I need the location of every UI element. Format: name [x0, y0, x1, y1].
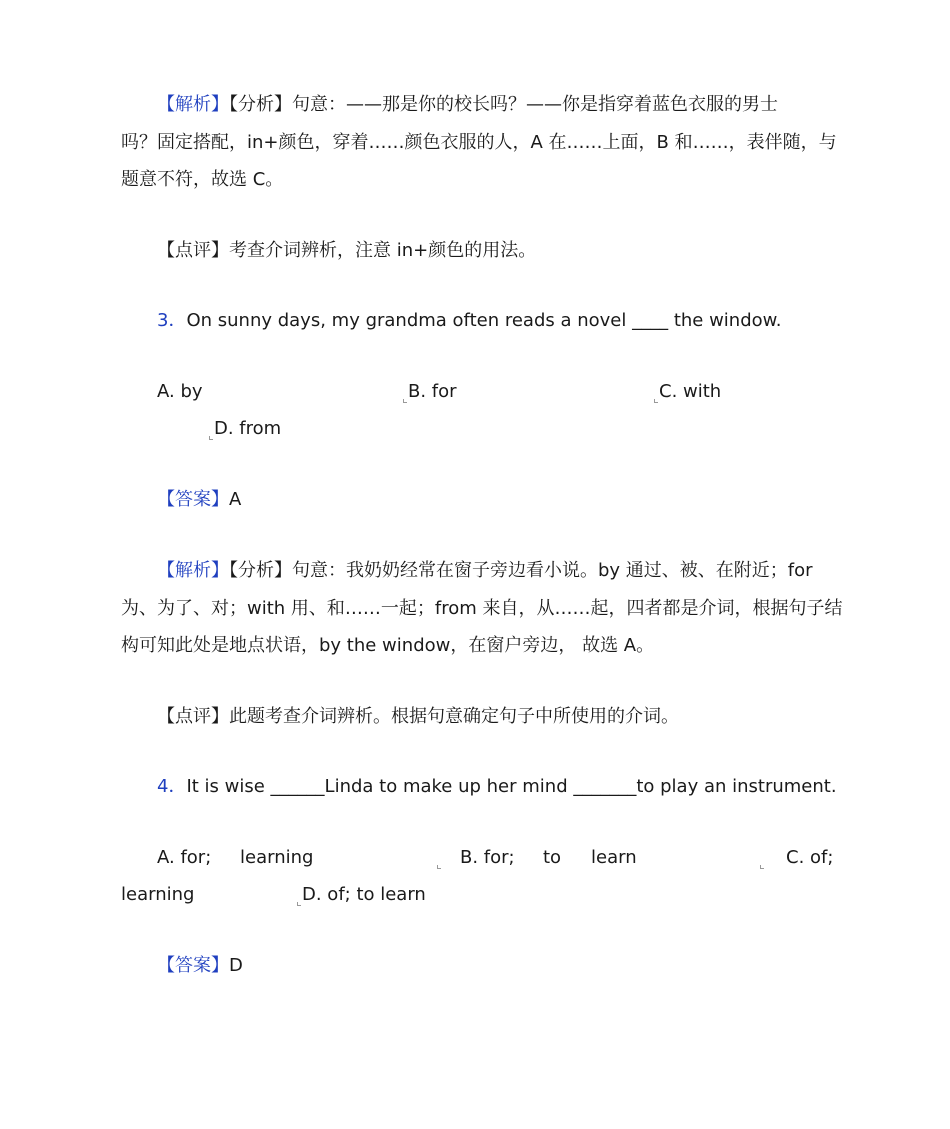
option-b-label: B. for; — [437, 846, 515, 870]
question-stem: It is wise ______Linda to make up her mind _______to play an instrument. — [186, 776, 837, 797]
anchor-mark-icon — [437, 865, 441, 869]
analysis-line-3: 构可知此处是地点状语，by the window，在窗户旁边， 故选 A。 — [121, 635, 655, 656]
comment-line: 【点评】此题考查介词辨析。根据句意确定句子中所使用的介词。 — [157, 706, 679, 727]
anchor-mark-icon — [297, 902, 301, 906]
anchor-mark-icon — [403, 399, 407, 403]
question-number: 3． — [157, 310, 187, 331]
question-4 — [157, 775, 837, 799]
analysis-line-2: 吗？固定搭配，in+颜色，穿着……颜色衣服的人，A 在……上面，B 和……，表伴随，与 — [121, 132, 837, 153]
option-d: D. from — [209, 417, 281, 441]
answer-value: D — [229, 955, 243, 976]
option-c-label: C. of; — [760, 846, 833, 870]
analysis-line-1 — [157, 93, 778, 117]
option-d: D. of; to learn — [297, 883, 426, 907]
analysis-tag: 【解析】 — [157, 560, 229, 581]
anchor-mark-icon — [209, 436, 213, 440]
question-stem: On sunny days, my grandma often reads a novel ____ the window. — [186, 310, 782, 331]
anchor-mark-icon — [760, 865, 764, 869]
question-number: 4． — [157, 776, 187, 797]
answer-line — [157, 954, 243, 978]
answer-tag: 【答案】 — [157, 489, 229, 510]
option-b-text-2: learn — [591, 847, 637, 868]
option-b-text-1: to — [543, 847, 562, 868]
analysis-text: 【分析】句意：我奶奶经常在窗子旁边看小说。by 通过、被、在附近；for — [229, 560, 813, 581]
option-b: B. for — [403, 380, 457, 404]
anchor-mark-icon — [654, 399, 658, 403]
answer-value: A — [229, 489, 242, 510]
analysis-line-2: 为、为了、对；with 用、和……一起；from 来自，从……起，四者都是介词，根据句子结 — [121, 598, 843, 619]
analysis-line-3: 题意不符，故选 C。 — [121, 169, 284, 190]
analysis-line-1 — [157, 559, 813, 583]
option-c: C. with — [654, 380, 721, 404]
option-a-text: learning — [240, 847, 314, 868]
analysis-tag: 【解析】 — [157, 94, 229, 115]
question-3 — [157, 309, 781, 333]
comment-line: 【点评】考查介词辨析，注意 in+颜色的用法。 — [157, 240, 537, 261]
option-a: A. by — [157, 381, 203, 402]
option-c-text: learning — [121, 884, 195, 905]
option-a-label: A. for; — [157, 847, 212, 868]
answer-tag: 【答案】 — [157, 955, 229, 976]
answer-line — [157, 488, 241, 512]
analysis-text: 【分析】句意：——那是你的校长吗？——你是指穿着蓝色衣服的男士 — [229, 94, 778, 115]
